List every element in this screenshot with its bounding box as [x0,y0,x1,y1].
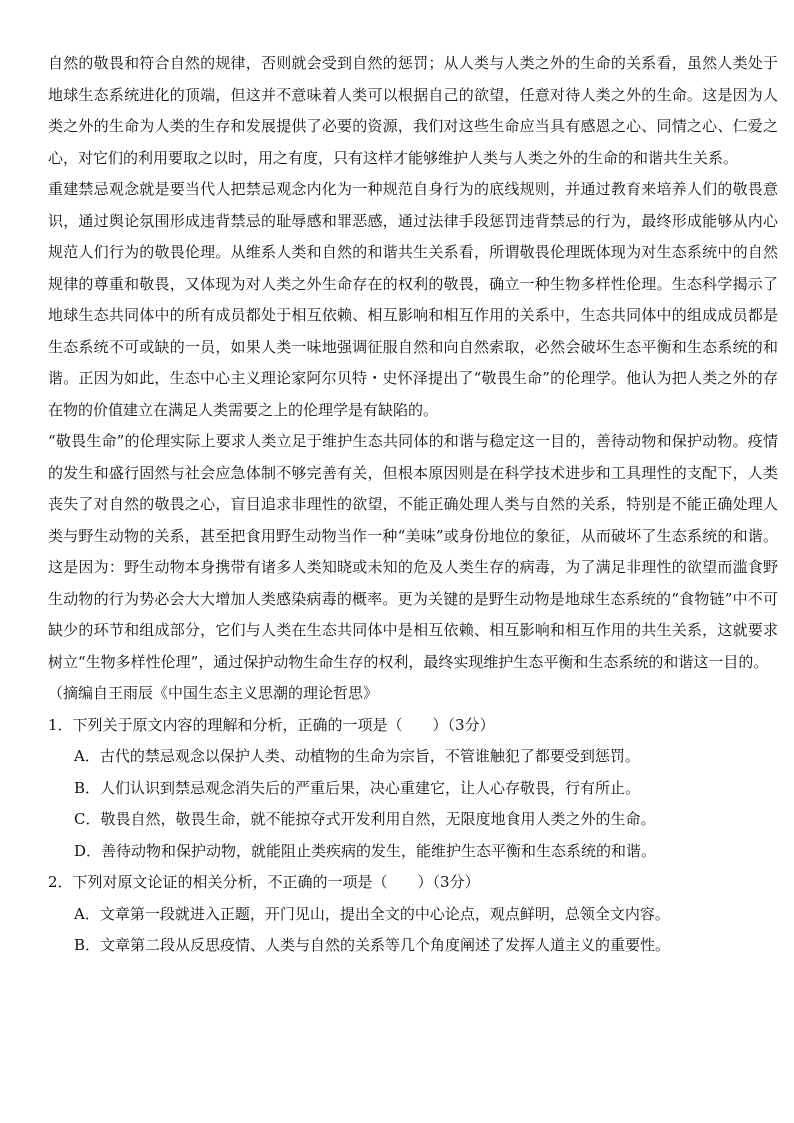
question-2-stem: 2．下列对原文论证的相关分析，不正确的一项是（ ）（3分） [48,873,480,891]
body-paragraph-1: 自然的敬畏和符合自然的规律，否则就会受到自然的惩罚；从人类与人类之外的生命的关系看，虽然人类处于地球生态系统进化的顶端，但这并不意味着人类可以根据自己的欲望，任意对待人类之外的生命。这是因为人类之外的生命为人类的生存和发展提供了必要的资源，我们对这些生命应当具有感恩之心、同情之心、仁爱之心，对它们的利用要取之以时，用之有度，只有这样才能够维护人类与人类之外的生命的和谐共生关系。 [48,54,778,167]
question-2-option-b: B．文章第二段从反思疫情、人类与自然的关系等几个角度阐述了发挥人道主义的重要性。 [74,936,671,954]
question-2-option-a: A．文章第一段就进入正题，开门见山，提出全文的中心论点，观点鲜明，总领全文内容。 [74,904,670,923]
body-paragraph-3: “敬畏生命”的伦理实际上要求人类立足于维护生态共同体的和谐与稳定这一目的，善待动物和保护动物。疫情的发生和盛行固然与社会应急体制不够完善有关，但根本原因则是在科学技术进步和工具理性的支配下，人类丧失了对自然的敬畏之心，盲目追求非理性的欲望，不能正确处理人类与自然的关系，特别是不能正确处理人类与野生动物的关系，甚至把食用野生动物当作一种“美味”或身份地位的象征，从而破坏了生态系统的和谐。这是因为：野生动物本身携带有诸多人类知晓或未知的危及人类生存的病毒，为了满足非理性的欲望而滥食野生动物的行为势必会大大增加人类感染病毒的概率。更为关键的是野生动物是地球生态系统的“食物链”中不可缺少的环节和组成部分，它们与人类在生态共同体中是相互依赖、相互影响和相互作用的共生关系，这就要求树立“生物多样性伦理”，通过保护动物生命生存的权利，最终实现维护生态平衡和生态系统的和谐这一目的。 [48,432,778,671]
question-1 [48,710,778,868]
body-paragraph-2: 重建禁忌观念就是要当代人把禁忌观念内化为一种规范自身行为的底线规则，并通过教育来培养人们的敬畏意识，通过舆论氛围形成违背禁忌的耻辱感和罪恶感，通过法律手段惩罚违背禁忌的行为，最终形成能够从内心规范人们行为的敬畏伦理。从维系人类和自然的和谐共生关系看，所谓敬畏伦理既体现为对生态系统中的自然规律的尊重和敬畏，又体现为对人类之外生命存在的权利的敬畏，确立一种生物多样性伦理。生态科学揭示了地球生态共同体中的所有成员都处于相互依赖、相互影响和相互作用的关系中，生态共同体中的组成成员都是生态系统不可或缺的一员，如果人类一味地强调征服自然和向自然索取，必然会破坏生态平衡和生态系统的和谐。正因为如此，生态中心主义理论家阿尔贝特・史怀泽提出了“敬畏生命”的伦理学。他认为把人类之外的存在物的价值建立在满足人类需要之上的伦理学是有缺陷的。 [48,180,778,419]
question-1-option-b: B．人们认识到禁忌观念消失后的严重后果，决心重建它，让人心存敬畏，行有所止。 [74,778,641,797]
source-citation: （摘编自王雨辰《中国生态主义思潮的理论哲思》 [48,684,379,702]
question-1-option-a: A．古代的禁忌观念以保护人类、动植物的生命为宗旨，不管谁触犯了都要受到惩罚。 [74,747,640,765]
question-1-option-c: C．敬畏自然，敬畏生命，就不能掠夺式开发利用自然，无限度地食用人类之外的生命。 [74,810,656,828]
question-2 [48,867,778,962]
document-page [48,48,778,962]
question-1-stem: 1．下列关于原文内容的理解和分析，正确的一项是（ ）（3分） [48,715,495,734]
question-1-option-d: D．善待动物和保护动物，就能阻止类疾病的发生，能维护生态平衡和生态系统的和谐。 [74,841,657,860]
